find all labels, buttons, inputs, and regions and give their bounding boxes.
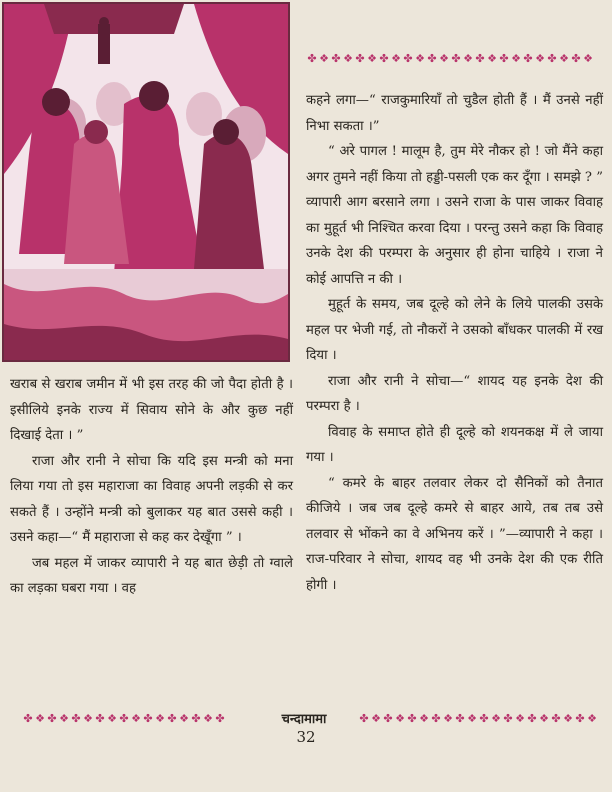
illustration [2,2,290,362]
paragraph: विवाह के समाप्त होते ही दूल्हे को शयनकक्ष में ले जाया गया । [306,424,603,465]
paragraph: मुहूर्त के समय, जब दूल्हे को लेने के लिये पालकी उसके महल पर भेजी गई, तो नौकरों ने उसको बाँधकर पालकी में रख दिया । [306,297,603,363]
paragraph: जब महल में जाकर व्यापारी ने यह बात छेड़ी तो ग्वाले का लड़का घबरा गया । वह [10,555,293,596]
royal-court-dance-illustration-icon [4,4,288,360]
paragraph: राजा और रानी ने सोचा—“ शायद यह इनके देश की परम्परा है । [306,373,603,414]
decorative-border-bottom-left: ✤ ❖ ✤ ❖ ✤ ❖ ✤ ❖ ✤ ❖ ✤ ❖ ✤ ❖ ✤ ❖ ✤ [23,712,225,725]
decorative-border-top-right: ✤ ❖ ✤ ❖ ✤ ❖ ✤ ❖ ✤ ❖ ✤ ❖ ✤ ❖ ✤ ❖ ✤ ❖ ✤ ❖ ✤ ❖ ✤ ❖ [307,52,593,65]
left-text-column [10,372,293,602]
page-number: 32 [296,728,316,746]
paragraph: “ अरे पागल ! मालूम है, तुम मेरे नौकर हो ! जो मैंने कहा अगर तुमने नहीं किया तो हड्डी-पसली एक कर दूँगा । समझे ? ” व्यापारी आग बरसाने लगा । उसने राजा के पास जाकर विवाह का मुहूर्त भी निश्चित करवा दिया । परन्तु उसने कहा कि विवाह उनके देश की परम्परा के अनुसार ही होना चाहिये । राजा ने कोई आपत्ति न की । [306,144,603,287]
decorative-border-bottom-right: ✤ ❖ ✤ ❖ ✤ ❖ ✤ ❖ ✤ ❖ ✤ ❖ ✤ ❖ ✤ ❖ ✤ ❖ ✤ ❖ [359,712,597,725]
magazine-title: चन्दामामा [281,712,327,727]
right-text-column [306,88,603,598]
paragraph: खराब से खराब जमीन में भी इस तरह की जो पैदा होती है । इसीलिये इनके राज्य में सिवाय सोने के और कुछ नहीं दिखाई देता । ” [10,377,293,443]
paragraph: राजा और रानी ने सोचा कि यदि इस मन्त्री को मना लिया गया तो इस महाराजा का विवाह अपनी लड़की से कर सकते हैं । उन्होंने मन्त्री को बुलाकर यह बात उससे कही । उसने कहा—“ मैं महाराजा से कह कर देखूँगा ” । [10,453,293,545]
paragraph: कहने लगा—“ राजकुमारियाँ तो चुडैल होती हैं । मैं उनसे नहीं निभा सकता ।” [306,93,603,134]
paragraph: “ कमरे के बाहर तलवार लेकर दो सैनिकों को तैनात कीजिये । जब जब दूल्हे कमरे से बाहर आये, तब तब उसे तलवार से भोंकने का वे अभिनय करें । ”—व्यापारी ने कहा । राज-परिवार ने सोचा, शायद वह भी उनके देश की एक रीति होगी । [306,475,603,593]
